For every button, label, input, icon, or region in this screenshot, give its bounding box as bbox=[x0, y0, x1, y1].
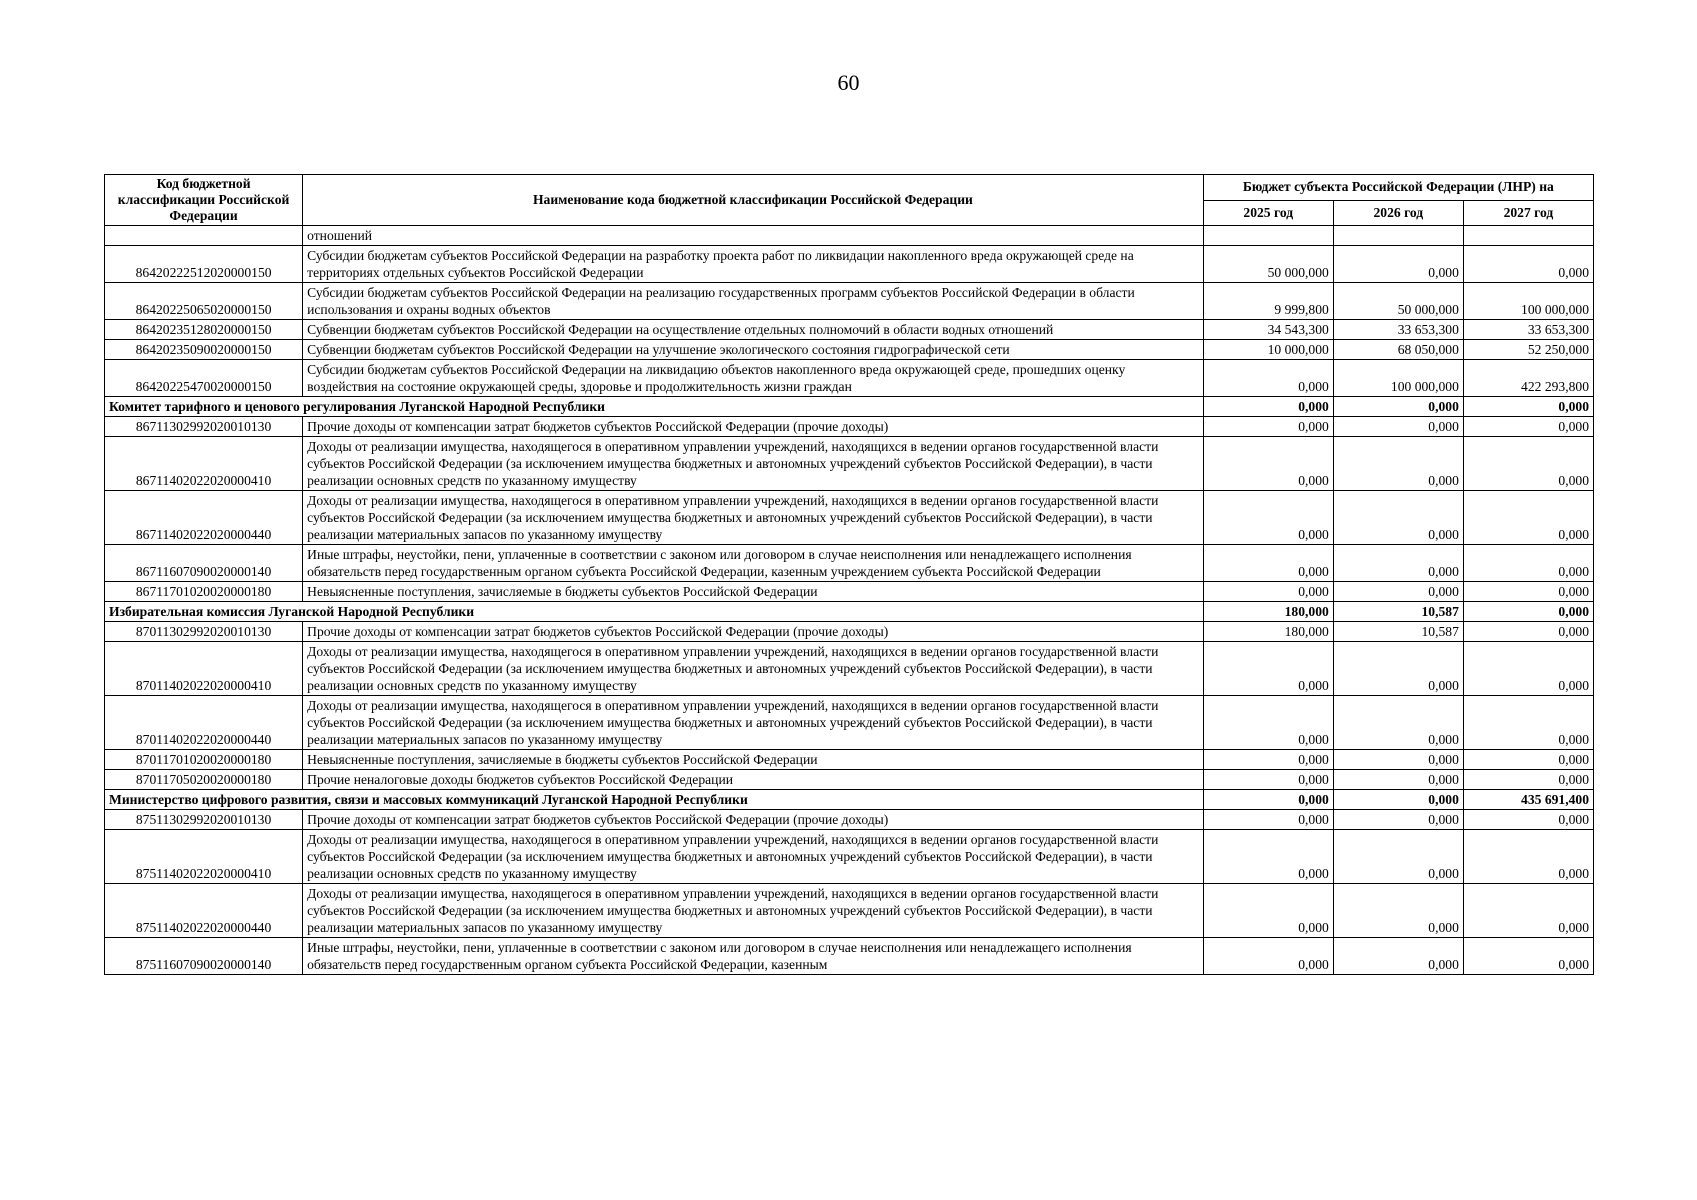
kbk-code: 87511402022020000440 bbox=[105, 884, 303, 938]
kbk-code: 86711701020020000180 bbox=[105, 582, 303, 602]
table-row bbox=[105, 545, 1594, 582]
header-year-2025: 2025 год bbox=[1203, 200, 1333, 226]
table-row bbox=[105, 810, 1594, 830]
value-2026: 0,000 bbox=[1333, 790, 1463, 810]
kbk-code: 86420225065020000150 bbox=[105, 283, 303, 320]
budget-table bbox=[104, 174, 1594, 975]
kbk-name: Субсидии бюджетам субъектов Российской Федерации на разработку проекта работ по ликвидации накопленного вреда окружающей среде на территориях отдельных субъектов Российской Федерации bbox=[303, 246, 1204, 283]
value-2025: 50 000,000 bbox=[1203, 246, 1333, 283]
header-year-2026: 2026 год bbox=[1333, 200, 1463, 226]
kbk-name: Субвенции бюджетам субъектов Российской Федерации на осуществление отдельных полномочий в области водных отношений bbox=[303, 320, 1204, 340]
table-row bbox=[105, 417, 1594, 437]
kbk-code: 86420222512020000150 bbox=[105, 246, 303, 283]
header-budget-group: Бюджет субъекта Российской Федерации (ЛНР) на bbox=[1203, 175, 1593, 201]
value-2026: 0,000 bbox=[1333, 884, 1463, 938]
value-2027: 0,000 bbox=[1463, 397, 1593, 417]
table-row bbox=[105, 491, 1594, 545]
value-2026: 0,000 bbox=[1333, 830, 1463, 884]
kbk-name: Доходы от реализации имущества, находящегося в оперативном управлении учреждений, находящихся в ведении органов государственной власти субъектов Российской Федерации (за исключением имущества бюджетных и автономных учреждений субъектов Российской Федерации), в части реализации материальных запасов по указанному имуществу bbox=[303, 696, 1204, 750]
table-row bbox=[105, 246, 1594, 283]
value-2026: 0,000 bbox=[1333, 770, 1463, 790]
value-2027: 0,000 bbox=[1463, 884, 1593, 938]
kbk-code: 87011705020020000180 bbox=[105, 770, 303, 790]
value-2027: 0,000 bbox=[1463, 696, 1593, 750]
table-row bbox=[105, 696, 1594, 750]
value-2025: 0,000 bbox=[1203, 750, 1333, 770]
value-2026: 0,000 bbox=[1333, 491, 1463, 545]
value-2027: 100 000,000 bbox=[1463, 283, 1593, 320]
table-row bbox=[105, 340, 1594, 360]
section-title: Комитет тарифного и ценового регулирования Луганской Народной Республики bbox=[105, 397, 1204, 417]
kbk-code: 86711302992020010130 bbox=[105, 417, 303, 437]
value-2026: 0,000 bbox=[1333, 545, 1463, 582]
value-2026: 0,000 bbox=[1333, 397, 1463, 417]
table-body bbox=[105, 226, 1594, 975]
value-2026: 10,587 bbox=[1333, 602, 1463, 622]
value-2025: 0,000 bbox=[1203, 830, 1333, 884]
table-row bbox=[105, 642, 1594, 696]
value-2027: 0,000 bbox=[1463, 750, 1593, 770]
value-2026: 0,000 bbox=[1333, 696, 1463, 750]
value-2026: 33 653,300 bbox=[1333, 320, 1463, 340]
value-2027: 0,000 bbox=[1463, 622, 1593, 642]
value-2025: 0,000 bbox=[1203, 582, 1333, 602]
section-title: Избирательная комиссия Луганской Народной Республики bbox=[105, 602, 1204, 622]
kbk-code: 86711402022020000410 bbox=[105, 437, 303, 491]
kbk-code: 86420225470020000150 bbox=[105, 360, 303, 397]
kbk-name: Субсидии бюджетам субъектов Российской Федерации на реализацию государственных программ субъектов Российской Федерации в области использования и охраны водных объектов bbox=[303, 283, 1204, 320]
kbk-name: Субсидии бюджетам субъектов Российской Федерации на ликвидацию объектов накопленного вреда окружающей среде, прошедших оценку воздействия на состояние окружающей среды, здоровье и продолжительность жизни граждан bbox=[303, 360, 1204, 397]
value-2025: 0,000 bbox=[1203, 360, 1333, 397]
header-name: Наименование кода бюджетной классификации Российской Федерации bbox=[303, 175, 1204, 226]
table-row bbox=[105, 582, 1594, 602]
page-number: 60 bbox=[837, 70, 860, 95]
kbk-name: Доходы от реализации имущества, находящегося в оперативном управлении учреждений, находящихся в ведении органов государственной власти субъектов Российской Федерации (за исключением имущества бюджетных и автономных учреждений субъектов Российской Федерации), в части реализации материальных запасов по указанному имуществу bbox=[303, 491, 1204, 545]
table-row bbox=[105, 622, 1594, 642]
continuation-row bbox=[105, 226, 1594, 246]
value-2025: 0,000 bbox=[1203, 417, 1333, 437]
value-2027: 0,000 bbox=[1463, 830, 1593, 884]
section-row bbox=[105, 602, 1594, 622]
value-2027: 0,000 bbox=[1463, 437, 1593, 491]
value-2025: 0,000 bbox=[1203, 397, 1333, 417]
kbk-name: Прочие доходы от компенсации затрат бюджетов субъектов Российской Федерации (прочие доходы) bbox=[303, 417, 1204, 437]
section-title: Министерство цифрового развития, связи и массовых коммуникаций Луганской Народной Республики bbox=[105, 790, 1204, 810]
value-2026: 0,000 bbox=[1333, 642, 1463, 696]
table-row bbox=[105, 283, 1594, 320]
table-row bbox=[105, 938, 1594, 975]
value-2025: 34 543,300 bbox=[1203, 320, 1333, 340]
value-2025: 10 000,000 bbox=[1203, 340, 1333, 360]
value-2027: 0,000 bbox=[1463, 491, 1593, 545]
section-row bbox=[105, 790, 1594, 810]
value-2027: 0,000 bbox=[1463, 810, 1593, 830]
value-2025: 0,000 bbox=[1203, 437, 1333, 491]
kbk-code: 87011302992020010130 bbox=[105, 622, 303, 642]
value-2027: 0,000 bbox=[1463, 642, 1593, 696]
value-2026: 0,000 bbox=[1333, 437, 1463, 491]
value-2027: 0,000 bbox=[1463, 602, 1593, 622]
kbk-code: 87011402022020000410 bbox=[105, 642, 303, 696]
kbk-name: Иные штрафы, неустойки, пени, уплаченные в соответствии с законом или договором в случае неисполнения или ненадлежащего исполнения обязательств перед государственным органом субъекта Российской Федерации, казенным учреждением субъекта Российской Федерации bbox=[303, 545, 1204, 582]
value-2025: 0,000 bbox=[1203, 642, 1333, 696]
kbk-name: Невыясненные поступления, зачисляемые в бюджеты субъектов Российской Федерации bbox=[303, 750, 1204, 770]
value-2026: 0,000 bbox=[1333, 582, 1463, 602]
kbk-code: 86420235128020000150 bbox=[105, 320, 303, 340]
kbk-code: 86711402022020000440 bbox=[105, 491, 303, 545]
value-2026 bbox=[1333, 226, 1463, 246]
value-2026: 50 000,000 bbox=[1333, 283, 1463, 320]
kbk-code: 87511302992020010130 bbox=[105, 810, 303, 830]
table-header bbox=[105, 175, 1594, 226]
kbk-name: Субвенции бюджетам субъектов Российской Федерации на улучшение экологического состояния гидрографической сети bbox=[303, 340, 1204, 360]
kbk-name: Иные штрафы, неустойки, пени, уплаченные в соответствии с законом или договором в случае неисполнения или ненадлежащего исполнения обязательств перед государственным органом субъекта Российской Федерации, казенным bbox=[303, 938, 1204, 975]
value-2025: 0,000 bbox=[1203, 938, 1333, 975]
kbk-name: Доходы от реализации имущества, находящегося в оперативном управлении учреждений, находящихся в ведении органов государственной власти субъектов Российской Федерации (за исключением имущества бюджетных и автономных учреждений субъектов Российской Федерации), в части реализации основных средств по указанному имуществу bbox=[303, 642, 1204, 696]
value-2027: 0,000 bbox=[1463, 417, 1593, 437]
value-2027 bbox=[1463, 226, 1593, 246]
value-2025: 0,000 bbox=[1203, 696, 1333, 750]
kbk-name: Прочие неналоговые доходы бюджетов субъектов Российской Федерации bbox=[303, 770, 1204, 790]
value-2027: 33 653,300 bbox=[1463, 320, 1593, 340]
kbk-name: Прочие доходы от компенсации затрат бюджетов субъектов Российской Федерации (прочие доходы) bbox=[303, 622, 1204, 642]
kbk-name: Доходы от реализации имущества, находящегося в оперативном управлении учреждений, находящихся в ведении органов государственной власти субъектов Российской Федерации (за исключением имущества бюджетных и автономных учреждений субъектов Российской Федерации), в части реализации основных средств по указанному имуществу bbox=[303, 830, 1204, 884]
value-2027: 52 250,000 bbox=[1463, 340, 1593, 360]
value-2026: 68 050,000 bbox=[1333, 340, 1463, 360]
table-row bbox=[105, 770, 1594, 790]
value-2026: 0,000 bbox=[1333, 750, 1463, 770]
value-2025: 0,000 bbox=[1203, 790, 1333, 810]
kbk-name: отношений bbox=[303, 226, 1204, 246]
section-row bbox=[105, 397, 1594, 417]
value-2027: 0,000 bbox=[1463, 582, 1593, 602]
table-row bbox=[105, 360, 1594, 397]
value-2025: 0,000 bbox=[1203, 545, 1333, 582]
value-2027: 0,000 bbox=[1463, 246, 1593, 283]
value-2027: 422 293,800 bbox=[1463, 360, 1593, 397]
value-2027: 0,000 bbox=[1463, 545, 1593, 582]
value-2025 bbox=[1203, 226, 1333, 246]
table-row bbox=[105, 437, 1594, 491]
kbk-name: Доходы от реализации имущества, находящегося в оперативном управлении учреждений, находящихся в ведении органов государственной власти субъектов Российской Федерации (за исключением имущества бюджетных и автономных учреждений субъектов Российской Федерации), в части реализации основных средств по указанному имуществу bbox=[303, 437, 1204, 491]
value-2025: 9 999,800 bbox=[1203, 283, 1333, 320]
value-2027: 435 691,400 bbox=[1463, 790, 1593, 810]
kbk-code: 86711607090020000140 bbox=[105, 545, 303, 582]
value-2027: 0,000 bbox=[1463, 770, 1593, 790]
kbk-code: 87011701020020000180 bbox=[105, 750, 303, 770]
value-2026: 10,587 bbox=[1333, 622, 1463, 642]
kbk-code: 87511402022020000410 bbox=[105, 830, 303, 884]
header-code: Код бюджетной классификации Российской Федерации bbox=[105, 175, 303, 226]
value-2025: 180,000 bbox=[1203, 602, 1333, 622]
value-2025: 0,000 bbox=[1203, 491, 1333, 545]
header-year-2027: 2027 год bbox=[1463, 200, 1593, 226]
value-2025: 180,000 bbox=[1203, 622, 1333, 642]
kbk-name: Прочие доходы от компенсации затрат бюджетов субъектов Российской Федерации (прочие доходы) bbox=[303, 810, 1204, 830]
table-row bbox=[105, 830, 1594, 884]
value-2025: 0,000 bbox=[1203, 810, 1333, 830]
kbk-name: Невыясненные поступления, зачисляемые в бюджеты субъектов Российской Федерации bbox=[303, 582, 1204, 602]
table-row bbox=[105, 884, 1594, 938]
value-2026: 100 000,000 bbox=[1333, 360, 1463, 397]
kbk-code: 86420235090020000150 bbox=[105, 340, 303, 360]
value-2026: 0,000 bbox=[1333, 246, 1463, 283]
value-2025: 0,000 bbox=[1203, 884, 1333, 938]
value-2026: 0,000 bbox=[1333, 810, 1463, 830]
value-2026: 0,000 bbox=[1333, 417, 1463, 437]
kbk-code bbox=[105, 226, 303, 246]
value-2027: 0,000 bbox=[1463, 938, 1593, 975]
kbk-code: 87511607090020000140 bbox=[105, 938, 303, 975]
table-row bbox=[105, 320, 1594, 340]
value-2026: 0,000 bbox=[1333, 938, 1463, 975]
kbk-name: Доходы от реализации имущества, находящегося в оперативном управлении учреждений, находящихся в ведении органов государственной власти субъектов Российской Федерации (за исключением имущества бюджетных и автономных учреждений субъектов Российской Федерации), в части реализации материальных запасов по указанному имуществу bbox=[303, 884, 1204, 938]
value-2025: 0,000 bbox=[1203, 770, 1333, 790]
kbk-code: 87011402022020000440 bbox=[105, 696, 303, 750]
table-row bbox=[105, 750, 1594, 770]
